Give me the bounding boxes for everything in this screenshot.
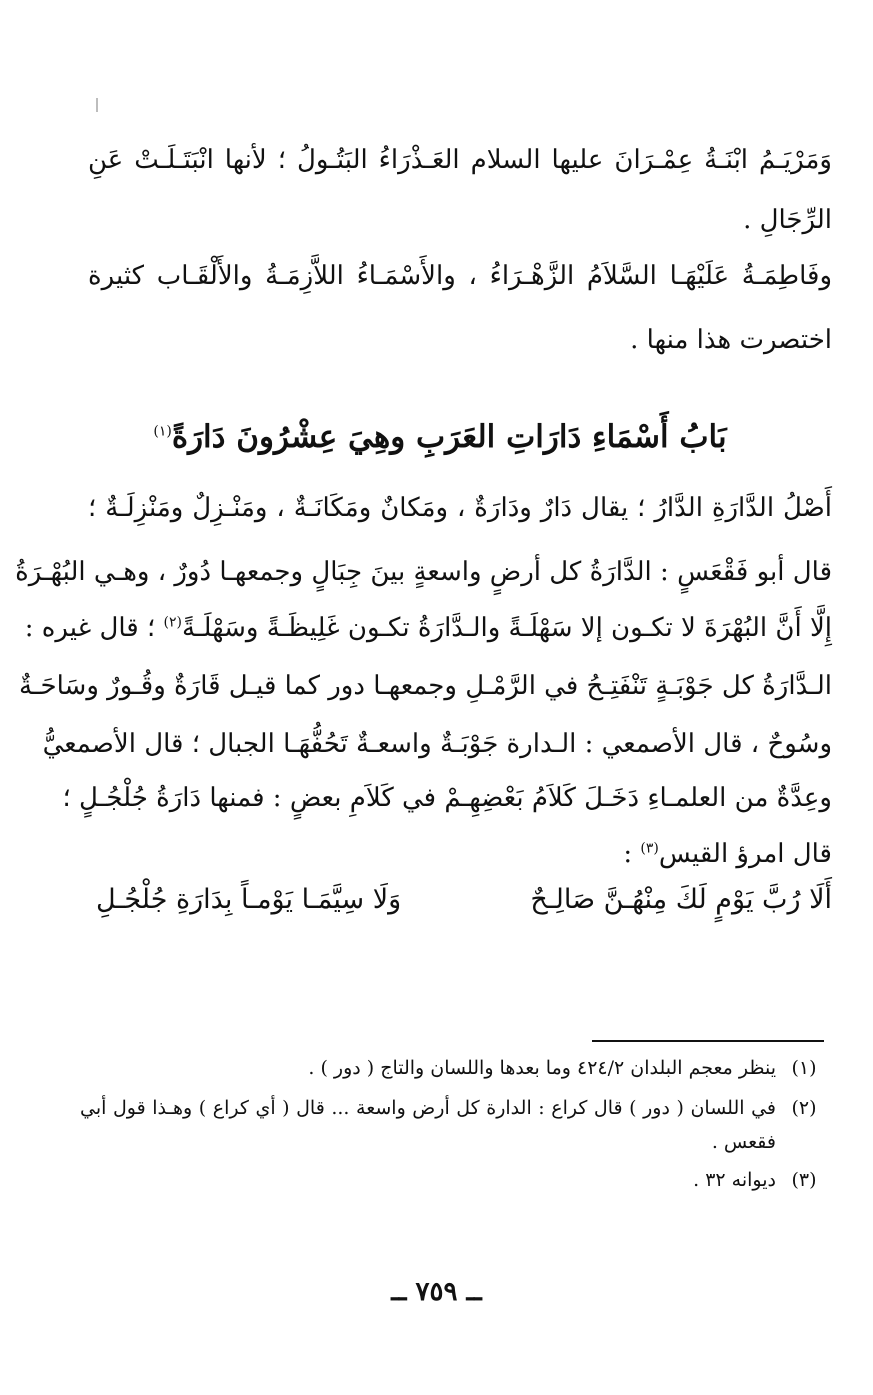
section-line-5: وسُوحٌ ، قال الأصمعي : الـدارة جَوْبَـةٌ واسعـةٌ تَحُفُّهَـا الجبال ؛ قال الأصمعيُّ [42,729,832,759]
section-line-4: الـدَّارَةُ كل جَوْبَـةٍ تَنْفَتِـحُ في الرَّمْـلِ وجمعهـا دور كما قيـل قَارَةٌ وقُـورٌ وسَاحَـةٌ [19,671,832,701]
section-line-7 [500,834,832,874]
section-line-7-text: قال امرؤ القيس [658,839,832,869]
section-line-3-text: إِلَّا أَنَّ البُهْرَةَ لا تكـون إلا سَهْلَـةً والـدَّارَةُ تكـون غَلِيظَـةً وسَهْلَـةً [181,613,832,643]
footnote-3-number: (٣) [791,1169,817,1191]
body-line-2: الرِّجَالِ . [743,205,832,235]
body-line-1: وَمَرْيَـمُ ابْنَـةُ عِمْـرَانَ عليها السلام العَـذْرَاءُ البَتُـولُ ؛ لأنها انْبَتَـلَـتْ عَنِ [88,145,832,175]
section-line-3-tail: ؛ قال غيره : [24,613,164,643]
body-line-4: اختصرت هذا منها . [630,325,832,355]
section-line-6: وعِدَّةٌ من العلمـاءِ دَخَـلَ كَلاَمُ بَعْضِهِـمْ في كَلاَمِ بعضٍ : فمنها دَارَةُ جُلْجُـلٍ ؛ [62,783,832,813]
page-edge-mark [96,98,98,112]
footnote-separator [592,1040,824,1042]
section-line-2: قال أبو فَقْعَسٍ : الدَّارَةُ كل أرضٍ واسعةٍ بينَ جِبَالٍ وجمعهـا دُورٌ ، وهـي البُهْـرَةُ [15,557,832,587]
section-line-3 [24,608,832,648]
footnote-2-text: في اللسان ( دور ) قال كراع : الدارة كل أرض واسعة ... قال ( أي كراع ) وهـذا قول أبي [80,1097,776,1119]
verse-second-hemistich: وَلَا سِيَّمَـا يَوْمـاً بِدَارَةِ جُلْجُـلِ [96,884,402,915]
footnote-3-text: ديوانه ٣٢ . [693,1169,776,1191]
section-line-7-footnote-ref[interactable]: (٣) [640,840,659,857]
page-number: ــ ٧٥٩ ــ [391,1277,482,1307]
body-line-3: وفَاطِمَـةُ عَلَيْهَـا السَّلاَمُ الزَّهْـرَاءُ ، والأَسْمَـاءُ اللاَّزِمَـةُ والأَلْقَـاب كثيرة [88,261,832,291]
section-title [150,412,730,462]
section-line-1: أَصْلُ الدَّارَةِ الدَّارُ ؛ يقال دَارٌ ودَارَةٌ ، ومَكانٌ ومَكَانَـةٌ ، ومَنْـزِلٌ ومَنْزِلَـةٌ ؛ [88,493,832,523]
footnote-1-number: (١) [791,1057,817,1079]
section-title-text: بَابُ أَسْمَاءِ دَارَاتِ العَرَبِ وهِيَ عِشْرُونَ دَارَةً [171,419,727,455]
verse-first-hemistich: أَلَا رُبَّ يَوْمٍ لَكَ مِنْهُـنَّ صَالِـحٌ [530,884,832,915]
section-line-3-footnote-ref[interactable]: (٢) [163,614,182,631]
footnote-1-text: ينظر معجم البلدان ٤٢٤/٢ وما بعدها واللسان والتاج ( دور ) . [308,1057,776,1079]
section-line-7-tail: : [623,839,641,869]
section-title-footnote-ref[interactable]: (١) [153,423,172,440]
footnote-2-continuation: فقعس . [711,1131,776,1153]
footnote-2-number: (٢) [791,1097,817,1119]
